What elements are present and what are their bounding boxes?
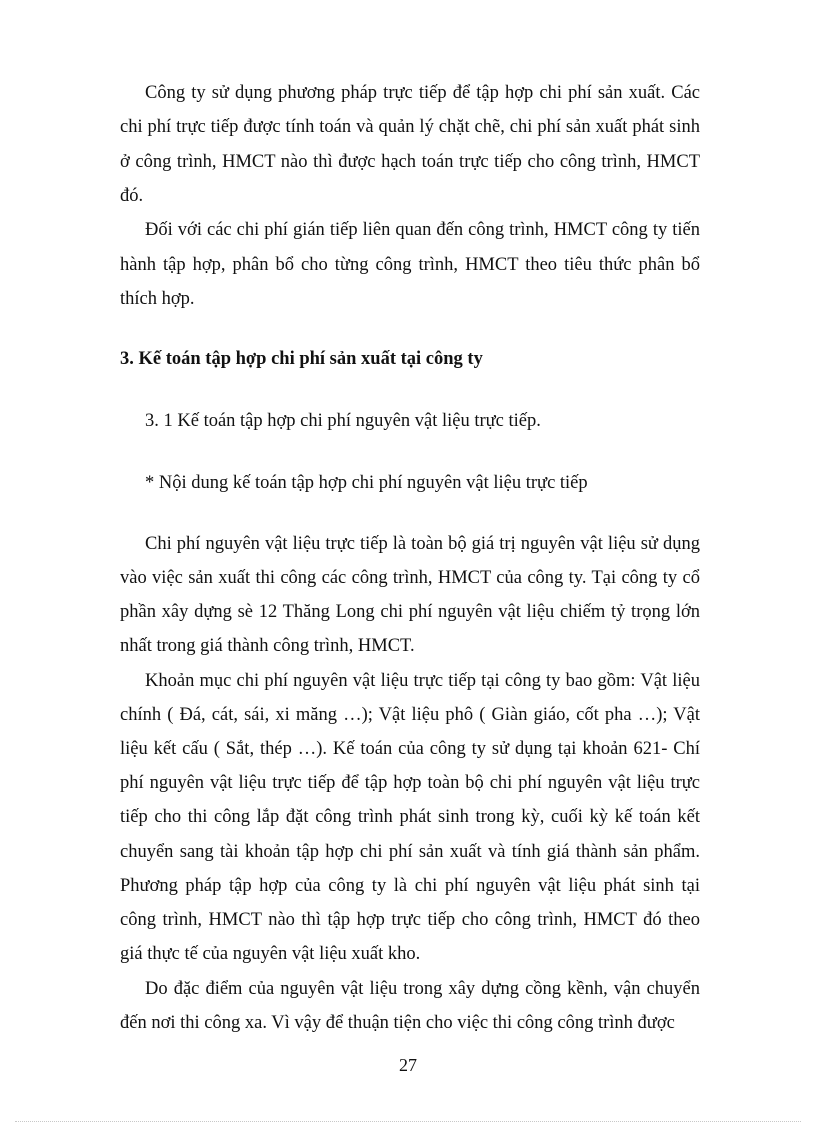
- text-line: Phương pháp tập hợp của công ty là chi phí nguyên vật liệu phát sinh tại: [120, 876, 700, 896]
- bullet-heading: * Nội dung kế toán tập hợp chi phí nguyên vật liệu trực tiếp: [145, 473, 588, 493]
- text-line: đó.: [120, 186, 144, 206]
- text-line: nhất trong giá thành công trình, HMCT.: [120, 636, 415, 656]
- text-line: chính ( Đá, cát, sái, xi măng …); Vật liệu phô ( Giàn giáo, cốt pha …); Vật: [120, 705, 700, 725]
- subsection-heading: 3. 1 Kế toán tập hợp chi phí nguyên vật liệu trực tiếp.: [145, 411, 541, 431]
- section-heading: 3. Kế toán tập hợp chi phí sản xuất tại công ty: [120, 349, 483, 369]
- text-line: công trình, HMCT nào thì tập hợp trực tiếp cho công trình, HMCT đó theo: [120, 910, 700, 930]
- text-line: tiếp cho thi công lắp đặt công trình phát sinh trong kỳ, cuối kỳ kế toán kết: [120, 807, 700, 827]
- text-line: Do đặc điểm của nguyên vật liệu trong xây dựng cồng kềnh, vận chuyển: [145, 979, 700, 999]
- text-line: vào việc sản xuất thi công các công trình, HMCT của công ty. Tại công ty cổ: [120, 568, 700, 588]
- text-line: chuyển sang tài khoản tập hợp chi phí sản xuất và tính giá thành sản phẩm.: [120, 842, 700, 862]
- text-line: Chi phí nguyên vật liệu trực tiếp là toàn bộ giá trị nguyên vật liệu sử dụng: [145, 534, 700, 554]
- text-line: giá thực tế của nguyên vật liệu xuất kho.: [120, 944, 421, 964]
- text-line: phí nguyên vật liệu trực tiếp để tập hợp toàn bộ chi phí nguyên vật liệu trực: [120, 773, 700, 793]
- page-bottom-divider: [15, 1121, 801, 1122]
- text-line: ở công trình, HMCT nào thì được hạch toán trực tiếp cho công trình, HMCT: [120, 152, 700, 172]
- page-number: 27: [399, 1055, 417, 1075]
- text-line: phần xây dựng sè 12 Thăng Long chi phí nguyên vật liệu chiếm tỷ trọng lớn: [120, 602, 700, 622]
- text-line: Đối với các chi phí gián tiếp liên quan đến công trình, HMCT công ty tiến: [145, 220, 700, 240]
- text-line: hành tập hợp, phân bổ cho từng công trình, HMCT theo tiêu thức phân bổ: [120, 255, 700, 275]
- text-line: thích hợp.: [120, 289, 195, 309]
- text-line: liệu kết cấu ( Sắt, thép …). Kế toán của công ty sử dụng tại khoản 621- Chí: [120, 739, 700, 759]
- text-line: Khoản mục chi phí nguyên vật liệu trực tiếp tại công ty bao gồm: Vật liệu: [145, 671, 700, 691]
- text-line: Công ty sử dụng phương pháp trực tiếp để tập hợp chi phí sản xuất. Các: [145, 83, 700, 103]
- text-line: đến nơi thi công xa. Vì vậy để thuận tiện cho việc thi công công trình được: [120, 1013, 675, 1033]
- text-line: chi phí trực tiếp được tính toán và quản lý chặt chẽ, chi phí sản xuất phát sinh: [120, 117, 700, 137]
